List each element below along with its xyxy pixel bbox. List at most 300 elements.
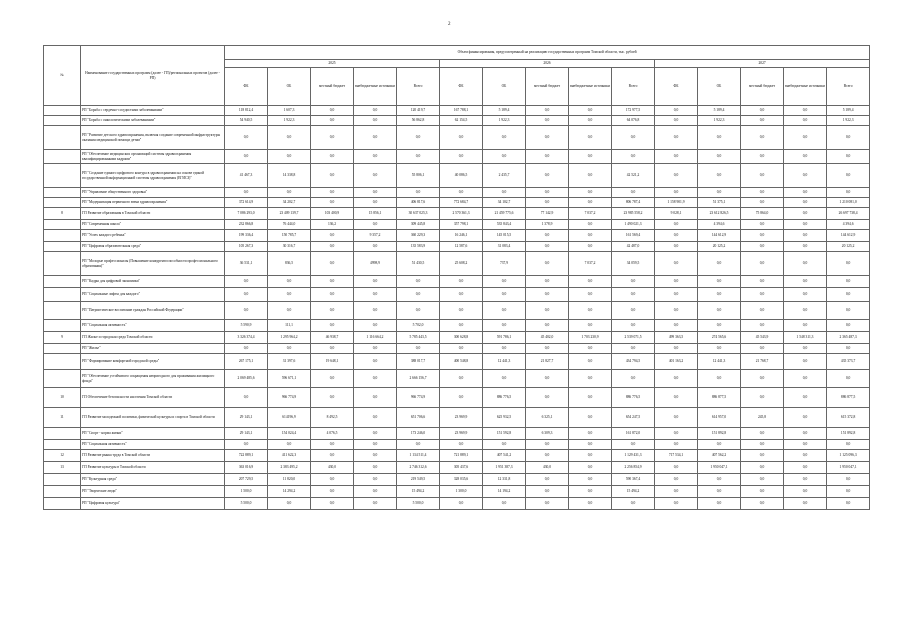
amount-cell: 76 444,0 — [268, 220, 311, 230]
amount-cell: 0,0 — [354, 242, 397, 252]
amount-cell: 0,0 — [225, 388, 268, 408]
amount-cell: 388 017,7 — [397, 354, 440, 370]
amount-cell: 0,0 — [741, 486, 784, 498]
amount-cell: 5 590,9 — [225, 320, 268, 332]
amount-cell: 0,0 — [784, 220, 827, 230]
amount-cell: 0,0 — [827, 474, 870, 486]
amount-cell: 0,0 — [354, 126, 397, 150]
amount-cell: 4 076,5 — [311, 428, 354, 440]
amount-cell: 0,0 — [741, 320, 784, 332]
amount-cell: 0,0 — [784, 252, 827, 276]
amount-cell: 1 129 431,3 — [612, 450, 655, 462]
amount-cell: 0,0 — [225, 440, 268, 450]
amount-cell: 0,0 — [741, 276, 784, 288]
program-name: РП "Обеспечение медицинских организаций системы здравоохранения квалифицированными кадрами" — [81, 150, 225, 164]
amount-cell: 0,0 — [741, 106, 784, 116]
amount-cell: 31 397,6 — [268, 354, 311, 370]
row-number — [44, 276, 81, 288]
amount-cell: 0,0 — [827, 164, 870, 188]
amount-cell: 0,0 — [526, 198, 569, 208]
amount-cell: 615 372,8 — [827, 408, 870, 428]
row-number — [44, 344, 81, 354]
amount-cell: 14 294,2 — [268, 486, 311, 498]
amount-cell: 0,0 — [311, 164, 354, 188]
row-number — [44, 164, 81, 188]
amount-cell: 15 856,1 — [354, 208, 397, 220]
table-row — [44, 220, 870, 230]
amount-cell: 23 969,9 — [440, 428, 483, 440]
program-name: РП "Социальная активность" — [81, 440, 225, 450]
amount-cell: 0,0 — [354, 116, 397, 126]
amount-cell: 0,0 — [741, 302, 784, 320]
amount-cell: 0,0 — [354, 220, 397, 230]
amount-cell: 0,0 — [569, 198, 612, 208]
amount-cell: 0,0 — [784, 462, 827, 474]
amount-cell: 0,0 — [397, 150, 440, 164]
amount-cell: 0,0 — [268, 276, 311, 288]
amount-cell: 625 932,5 — [483, 408, 526, 428]
table-row — [44, 474, 870, 486]
amount-cell: 12 441,3 — [483, 354, 526, 370]
amount-cell: 0,0 — [483, 126, 526, 150]
header-col: ФБ — [655, 68, 698, 106]
table-row — [44, 408, 870, 428]
amount-cell: 51 430,5 — [397, 252, 440, 276]
program-name: РП "Патриотическое воспитание граждан Российской Федерации" — [81, 302, 225, 320]
amount-cell: 0,0 — [612, 276, 655, 288]
amount-cell: 0,0 — [612, 370, 655, 388]
amount-cell: 0,0 — [569, 462, 612, 474]
amount-cell: 0,0 — [268, 288, 311, 302]
amount-cell: 0,0 — [311, 440, 354, 450]
amount-cell: 0,0 — [655, 276, 698, 288]
amount-cell: 0,0 — [655, 106, 698, 116]
table-row — [44, 276, 870, 288]
amount-cell: 0,0 — [526, 116, 569, 126]
amount-cell: 0,0 — [741, 188, 784, 198]
amount-cell: 0,0 — [311, 106, 354, 116]
amount-cell: 1 378,9 — [526, 220, 569, 230]
amount-cell: 0,0 — [397, 276, 440, 288]
table-row — [44, 188, 870, 198]
header-year: 2025 — [225, 60, 440, 68]
amount-cell: 14 194,2 — [483, 486, 526, 498]
table-row — [44, 344, 870, 354]
amount-cell: 1 922,3 — [268, 116, 311, 126]
amount-cell: 0,0 — [569, 302, 612, 320]
amount-cell: 0,0 — [440, 288, 483, 302]
amount-cell: 20 125,2 — [827, 242, 870, 252]
amount-cell: 0,0 — [784, 320, 827, 332]
amount-cell: 0,0 — [612, 150, 655, 164]
program-name: РП "Социальная активность" — [81, 320, 225, 332]
amount-cell: 9 028,1 — [655, 208, 698, 220]
amount-cell: 0,0 — [655, 242, 698, 252]
header-col: местный бюджет — [311, 68, 354, 106]
amount-cell: 0,0 — [784, 428, 827, 440]
amount-cell: 0,0 — [784, 150, 827, 164]
amount-cell: 0,0 — [741, 462, 784, 474]
row-number — [44, 498, 81, 510]
amount-cell: 1 134 511,4 — [397, 450, 440, 462]
amount-cell: 111,1 — [268, 320, 311, 332]
amount-cell: 0,0 — [698, 150, 741, 164]
amount-cell: 40 086,5 — [440, 164, 483, 188]
table-row — [44, 428, 870, 440]
amount-cell: 0,0 — [741, 164, 784, 188]
amount-cell: 4 394,6 — [827, 220, 870, 230]
header-col: Всего — [612, 68, 655, 106]
amount-cell: 0,0 — [397, 288, 440, 302]
amount-cell: 0,0 — [784, 242, 827, 252]
amount-cell: 0,0 — [741, 428, 784, 440]
amount-cell: 0,0 — [569, 354, 612, 370]
program-name: ГП Жилье и городская среда Томской области — [81, 332, 225, 344]
program-name: ГП Развитие культуры в Томской области — [81, 462, 225, 474]
amount-cell: 0,0 — [397, 344, 440, 354]
amount-cell: 1 125 096,3 — [827, 450, 870, 462]
amount-cell: 0,0 — [311, 450, 354, 462]
amount-cell: 0,0 — [483, 302, 526, 320]
amount-cell: 0,0 — [569, 242, 612, 252]
amount-cell: 328 035,6 — [440, 474, 483, 486]
amount-cell: 0,0 — [526, 230, 569, 242]
amount-cell: 300 628,8 — [440, 332, 483, 344]
amount-cell: 0,0 — [655, 220, 698, 230]
amount-cell: 0,0 — [569, 220, 612, 230]
program-name: РП "Культурная среда" — [81, 474, 225, 486]
amount-cell: 23 612 826,5 — [698, 208, 741, 220]
amount-cell: 6 309,3 — [526, 428, 569, 440]
amount-cell: 4998,9 — [354, 252, 397, 276]
amount-cell: 0,0 — [483, 276, 526, 288]
amount-cell: 0,0 — [225, 188, 268, 198]
row-number — [44, 126, 81, 150]
amount-cell: 0,0 — [440, 126, 483, 150]
amount-cell: 0,0 — [311, 498, 354, 510]
row-number: 13 — [44, 462, 81, 474]
amount-cell: 118 812,4 — [225, 106, 268, 116]
amount-cell: 15 494,2 — [397, 486, 440, 498]
amount-cell: 886 776,5 — [612, 388, 655, 408]
table-row — [44, 354, 870, 370]
amount-cell: 0,0 — [526, 498, 569, 510]
amount-cell: 0,0 — [268, 126, 311, 150]
amount-cell: 0,0 — [354, 450, 397, 462]
header-col: ОБ — [483, 68, 526, 106]
page-number: 2 — [448, 22, 451, 27]
amount-cell: 0,0 — [784, 164, 827, 188]
amount-cell: 0,0 — [268, 150, 311, 164]
amount-cell: 966 774,9 — [268, 388, 311, 408]
amount-cell: 0,0 — [827, 344, 870, 354]
financing-table — [43, 45, 870, 510]
program-name: РП "Формирование комфортной городской среды" — [81, 354, 225, 370]
amount-cell: 4 394,6 — [698, 220, 741, 230]
amount-cell: 0,0 — [354, 474, 397, 486]
amount-cell: 886 877,5 — [698, 388, 741, 408]
amount-cell: 0,0 — [655, 388, 698, 408]
amount-cell: 55 806,1 — [397, 164, 440, 188]
amount-cell: 886 776,5 — [483, 388, 526, 408]
amount-cell: 0,0 — [354, 498, 397, 510]
amount-cell: 12 441,3 — [698, 354, 741, 370]
amount-cell: 151 892,8 — [698, 428, 741, 440]
amount-cell: 1 500,0 — [225, 486, 268, 498]
program-name: РП "Создание единого цифрового контура в здравоохранении на основе единой государственной информационной системы здравоохранения (ЕГИСЗ)" — [81, 164, 225, 188]
amount-cell: 45 402,0 — [526, 332, 569, 344]
amount-cell: 0,0 — [526, 106, 569, 116]
program-name: РП "Успех каждого ребенка" — [81, 230, 225, 242]
amount-cell: 0,0 — [225, 288, 268, 302]
amount-cell: 0,0 — [655, 188, 698, 198]
amount-cell: 41 467,3 — [225, 164, 268, 188]
row-number — [44, 486, 81, 498]
amount-cell: 0,0 — [483, 188, 526, 198]
amount-cell: 0,0 — [741, 288, 784, 302]
amount-cell: 0,0 — [827, 126, 870, 150]
table-row — [44, 370, 870, 388]
amount-cell: 8 492,5 — [311, 408, 354, 428]
amount-cell: 0,0 — [655, 252, 698, 276]
amount-cell: 2 383 495,2 — [268, 462, 311, 474]
amount-cell: 29 143,1 — [225, 408, 268, 428]
row-number — [44, 150, 81, 164]
header-col: Всего — [827, 68, 870, 106]
amount-cell: 36 531,1 — [225, 252, 268, 276]
amount-cell: 0,0 — [526, 440, 569, 450]
amount-cell: 21 827,7 — [526, 354, 569, 370]
amount-cell: 0,0 — [311, 370, 354, 388]
amount-cell: 0,0 — [354, 320, 397, 332]
amount-cell: 1 210 081,0 — [827, 198, 870, 208]
amount-cell: 7 086 293,0 — [225, 208, 268, 220]
amount-cell: 2 069 485,6 — [225, 370, 268, 388]
amount-cell: 0,0 — [655, 150, 698, 164]
amount-cell: 0,0 — [741, 252, 784, 276]
amount-cell: 0,0 — [483, 288, 526, 302]
row-number — [44, 474, 81, 486]
amount-cell: 0,0 — [741, 450, 784, 462]
table-row — [44, 332, 870, 344]
amount-cell: 0,0 — [655, 474, 698, 486]
amount-cell: 0,0 — [526, 370, 569, 388]
header-col: внебюджетные источники — [784, 68, 827, 106]
amount-cell: 0,0 — [827, 150, 870, 164]
amount-cell: 0,0 — [354, 440, 397, 450]
amount-cell: 0,0 — [784, 288, 827, 302]
amount-cell: 0,0 — [784, 440, 827, 450]
amount-cell: 42 487,0 — [612, 242, 655, 252]
amount-cell: 12 331,8 — [483, 474, 526, 486]
amount-cell: 0,0 — [698, 188, 741, 198]
table-row — [44, 302, 870, 320]
header-col: местный бюджет — [741, 68, 784, 106]
amount-cell: 14 338,8 — [268, 164, 311, 188]
amount-cell: 161 569,4 — [612, 230, 655, 242]
amount-cell: 207 729,5 — [225, 474, 268, 486]
amount-cell: 0,0 — [526, 252, 569, 276]
row-number — [44, 242, 81, 252]
amount-cell: 0,0 — [268, 302, 311, 320]
amount-cell: 309 445,8 — [397, 220, 440, 230]
amount-cell: 0,0 — [526, 450, 569, 462]
row-number: 10 — [44, 388, 81, 408]
amount-cell: 0,0 — [397, 188, 440, 198]
amount-cell: 737,9 — [483, 252, 526, 276]
row-number — [44, 252, 81, 276]
amount-cell: 0,0 — [440, 440, 483, 450]
table-row — [44, 440, 870, 450]
amount-cell: 0,0 — [784, 344, 827, 354]
amount-cell: 0,0 — [526, 164, 569, 188]
amount-cell: 0,0 — [354, 388, 397, 408]
amount-cell: 0,0 — [483, 370, 526, 388]
amount-cell: 0,0 — [827, 288, 870, 302]
amount-cell: 31 083,4 — [483, 242, 526, 252]
amount-cell: 0,0 — [440, 320, 483, 332]
amount-cell: 0,0 — [569, 276, 612, 288]
amount-cell: 0,0 — [827, 498, 870, 510]
amount-cell: 406 817,6 — [397, 198, 440, 208]
amount-cell: 7 037,2 — [569, 208, 612, 220]
amount-cell: 0,0 — [741, 498, 784, 510]
amount-cell: 46 938,7 — [311, 332, 354, 344]
amount-cell: 0,0 — [784, 208, 827, 220]
amount-cell: 0,0 — [784, 498, 827, 510]
amount-cell: 966 774,9 — [397, 388, 440, 408]
amount-cell: 21 768,7 — [741, 354, 784, 370]
amount-cell: 29 143,1 — [225, 428, 268, 440]
amount-cell: 0,0 — [483, 498, 526, 510]
amount-cell: 0,0 — [354, 462, 397, 474]
program-name: РП "Современная школа" — [81, 220, 225, 230]
amount-cell: 0,0 — [827, 320, 870, 332]
table-row — [44, 320, 870, 332]
table-row — [44, 126, 870, 150]
amount-cell: 0,0 — [655, 462, 698, 474]
table-row — [44, 288, 870, 302]
amount-cell: 51 375,1 — [698, 198, 741, 208]
amount-cell: 0,0 — [311, 388, 354, 408]
amount-cell: 0,0 — [784, 388, 827, 408]
amount-cell: 154 024,4 — [268, 428, 311, 440]
amount-cell: 0,0 — [526, 126, 569, 150]
amount-cell: 0,0 — [698, 164, 741, 188]
amount-cell: 0,0 — [698, 302, 741, 320]
amount-cell: 0,0 — [354, 354, 397, 370]
amount-cell: 30 316,7 — [268, 242, 311, 252]
amount-cell: 0,0 — [569, 150, 612, 164]
amount-cell: 0,0 — [827, 302, 870, 320]
amount-cell: 0,0 — [741, 220, 784, 230]
amount-cell: 267 175,1 — [225, 354, 268, 370]
amount-cell: 407 541,2 — [483, 450, 526, 462]
amount-cell: 0,0 — [311, 150, 354, 164]
amount-cell: 614196,9 — [268, 408, 311, 428]
amount-cell: 5 500,0 — [225, 498, 268, 510]
amount-cell: 0,0 — [784, 230, 827, 242]
program-name: РП "Творческие люди" — [81, 486, 225, 498]
amount-cell: 0,0 — [655, 486, 698, 498]
amount-cell: 232 866,8 — [225, 220, 268, 230]
table-row — [44, 150, 870, 164]
amount-cell: 0,0 — [612, 126, 655, 150]
amount-cell: 0,0 — [827, 188, 870, 198]
amount-cell: 0,0 — [698, 252, 741, 276]
program-name: РП "Управление общественного здоровья" — [81, 188, 225, 198]
amount-cell: 0,0 — [397, 126, 440, 150]
amount-cell: 135 583,9 — [397, 242, 440, 252]
amount-cell: 596 671,1 — [268, 370, 311, 388]
amount-cell: 0,0 — [698, 276, 741, 288]
amount-cell: 9 357,2 — [354, 230, 397, 242]
amount-cell: 0,0 — [526, 474, 569, 486]
amount-cell: 0,0 — [655, 164, 698, 188]
amount-cell: 0,0 — [827, 486, 870, 498]
amount-cell: 23 985 558,2 — [612, 208, 655, 220]
amount-cell: 0,0 — [569, 498, 612, 510]
amount-cell: 0,0 — [698, 370, 741, 388]
amount-cell: 0,0 — [354, 302, 397, 320]
amount-cell: 0,0 — [483, 440, 526, 450]
program-name: РП "Жилье" — [81, 344, 225, 354]
program-name: РП "Борьба с онкологическими заболеваниями" — [81, 116, 225, 126]
amount-cell: 535 843,4 — [483, 220, 526, 230]
amount-cell: 0,0 — [354, 276, 397, 288]
row-number — [44, 116, 81, 126]
amount-cell: 199 336,4 — [225, 230, 268, 242]
amount-cell: 2 435,7 — [483, 164, 526, 188]
amount-cell: 0,0 — [526, 188, 569, 198]
amount-cell: 0,0 — [698, 486, 741, 498]
table-row — [44, 252, 870, 276]
amount-cell: 0,0 — [741, 440, 784, 450]
amount-cell: 0,0 — [311, 302, 354, 320]
amount-cell: 0,0 — [655, 126, 698, 150]
amount-cell: 21 459 775,6 — [483, 208, 526, 220]
table-row — [44, 462, 870, 474]
amount-cell: 0,0 — [741, 116, 784, 126]
amount-cell: 0,0 — [655, 370, 698, 388]
header-col: ФБ — [225, 68, 268, 106]
amount-cell: 721 889,1 — [440, 450, 483, 462]
amount-cell: 717 534,1 — [655, 450, 698, 462]
amount-cell: 0,0 — [741, 344, 784, 354]
amount-cell: 0,0 — [827, 252, 870, 276]
amount-cell: 0,0 — [827, 440, 870, 450]
amount-cell: 0,0 — [612, 288, 655, 302]
table-header — [44, 46, 870, 106]
row-number: 12 — [44, 450, 81, 462]
amount-cell: 34 059,5 — [612, 252, 655, 276]
amount-cell: 0,0 — [784, 354, 827, 370]
amount-cell: 0,0 — [741, 150, 784, 164]
header-col: ОБ — [698, 68, 741, 106]
amount-cell: 1 158 901,9 — [655, 198, 698, 208]
amount-cell: 0,0 — [311, 276, 354, 288]
table-row — [44, 208, 870, 220]
amount-cell: 1 116 664,2 — [354, 332, 397, 344]
amount-cell: 0,0 — [526, 486, 569, 498]
amount-cell: 0,0 — [483, 344, 526, 354]
amount-cell: 42 521,2 — [612, 164, 655, 188]
amount-cell: 614 957,0 — [698, 408, 741, 428]
amount-cell: 0,0 — [268, 440, 311, 450]
amount-cell: 0,0 — [784, 188, 827, 198]
amount-cell: 430,0 — [526, 462, 569, 474]
amount-cell: 0,0 — [612, 440, 655, 450]
